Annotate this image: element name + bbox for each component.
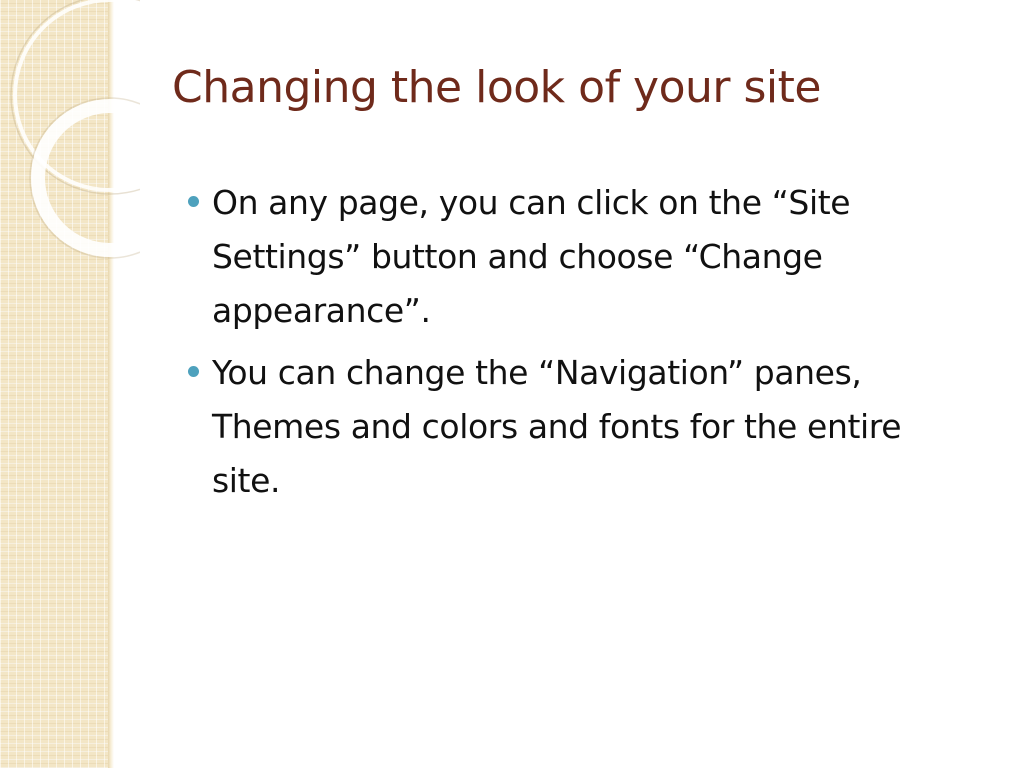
bullet-dot-icon <box>188 366 199 377</box>
decorative-rings <box>0 0 140 260</box>
bullet-list <box>188 176 978 516</box>
slide-title: Changing the look of your site <box>172 62 821 113</box>
ring-lower <box>38 106 140 250</box>
bullet-dot-icon <box>188 196 199 207</box>
bullet-item <box>188 346 978 508</box>
ring-lower-shadow <box>30 98 140 258</box>
bullet-text: You can change the “Navigation” panes, Themes and colors and fonts for the entire site. <box>212 353 902 500</box>
bullet-item <box>188 176 978 338</box>
bullet-text: On any page, you can click on the “Site Settings” button and choose “Change appearance”. <box>212 183 851 330</box>
